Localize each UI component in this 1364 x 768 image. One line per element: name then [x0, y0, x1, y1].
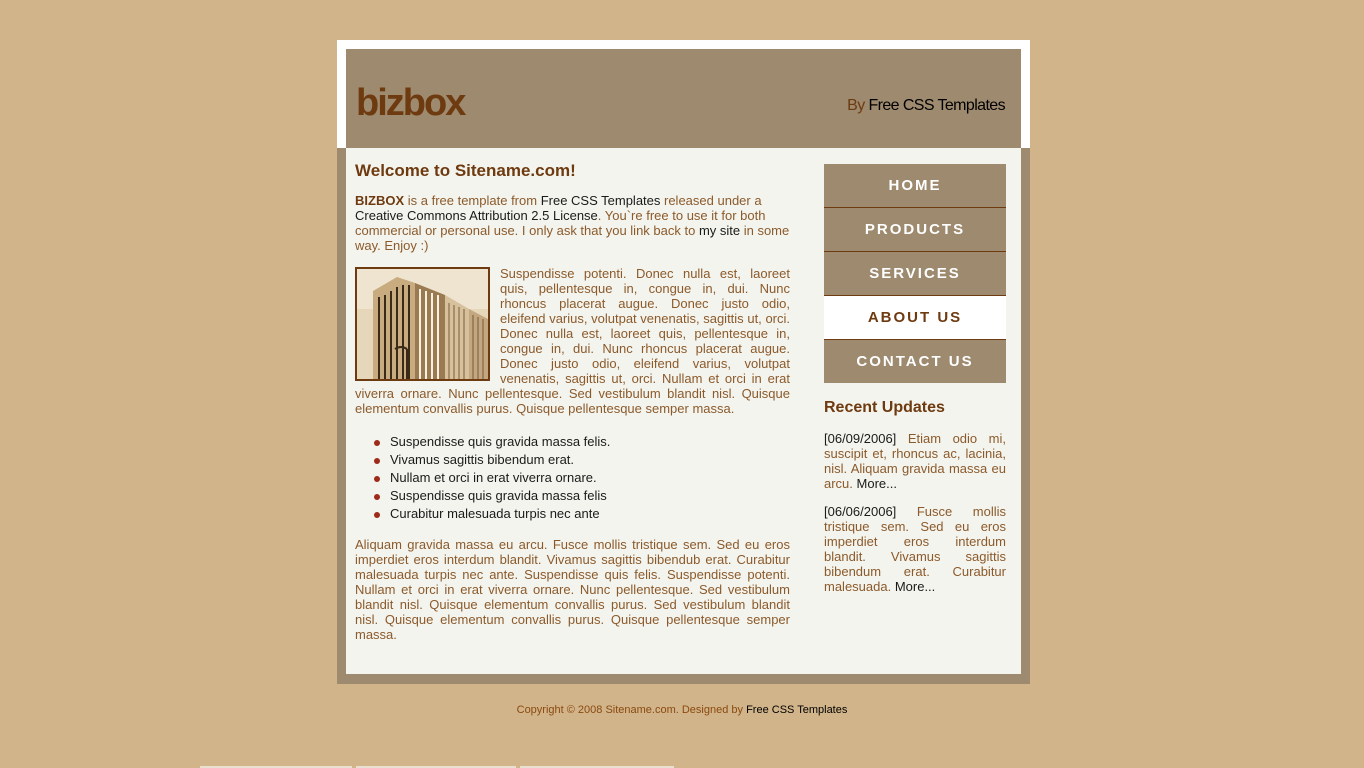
bullet-list	[355, 433, 790, 523]
building-photo-icon	[357, 269, 488, 379]
building-photo	[355, 267, 490, 381]
bullet-icon	[374, 476, 380, 482]
news-text: Fusce mollis tristique sem. Sed eu eros imperdiet eros interdum blandit. Vivamus sagittis bibendum erat. Curabitur malesuada.	[824, 504, 1006, 594]
list-item	[390, 433, 790, 451]
news-text: Etiam odio mi, suscipit et, rhoncus ac, lacinia, nisl. Aliquam gravida massa eu arcu.	[824, 431, 1006, 491]
list-item-text: Nullam et orci in erat viverra ornare.	[390, 470, 597, 485]
news-item	[824, 431, 1006, 491]
intro-paragraph	[355, 193, 790, 253]
news-date: [06/09/2006]	[824, 431, 897, 446]
by-word: By	[847, 97, 865, 114]
nav-item-services[interactable]: SERVICES	[824, 252, 1006, 296]
news-date: [06/06/2006]	[824, 504, 897, 519]
bullet-icon	[374, 440, 380, 446]
list-item-text: Suspendisse quis gravida massa felis	[390, 488, 607, 503]
page-wrapper	[337, 40, 1030, 684]
nav-item-contact-us[interactable]: CONTACT US	[824, 340, 1006, 383]
license-link[interactable]: Creative Commons Attribution 2.5 License	[355, 208, 598, 223]
page-title: Welcome to Sitename.com!	[355, 161, 576, 180]
main-column	[355, 161, 790, 642]
photo-paragraph	[355, 266, 790, 416]
bullet-icon	[374, 512, 380, 518]
intro-text-4: in some way. Enjoy :)	[355, 223, 790, 253]
nav-item-products[interactable]: PRODUCTS	[824, 208, 1006, 252]
byline	[847, 96, 1005, 116]
site-logo[interactable]: bizbox	[356, 82, 465, 124]
free-css-templates-inline-link[interactable]: Free CSS Templates	[540, 193, 661, 208]
footer-designer-link[interactable]: Free CSS Templates	[746, 704, 848, 716]
intro-text-1: is a free template from	[404, 193, 541, 208]
list-item	[390, 505, 790, 523]
intro-text-2: released under a	[660, 193, 762, 208]
bullet-icon	[374, 458, 380, 464]
intro-text-3: . You`re free to use it for both commercial or personal use. I only ask that you link back to	[355, 208, 766, 238]
main-nav	[824, 164, 1006, 383]
list-item	[390, 487, 790, 505]
recent-updates-title: Recent Updates	[824, 399, 945, 416]
copyright-text: Copyright © 2008 Sitename.com. Designed by	[516, 704, 747, 716]
list-item-text: Vivamus sagittis bibendum erat.	[390, 452, 575, 467]
more-link[interactable]: More...	[856, 476, 897, 491]
sidebar	[824, 164, 1006, 594]
closing-paragraph: Aliquam gravida massa eu arcu. Fusce mollis tristique sem. Sed eu eros imperdiet eros interdum blandit. Vivamus sagittis bibendub erat. Curabitur malesuada turpis nec ante. Suspendisse quis felis. Suspendisse potenti. Nullam et orci in erat viverra ornare. Nunc pellentesque. Sed vestibulum blandit nisl. Quisque elementum convallis purus. Sed vestibulum blandit nisl. Quisque elementum convallis purus. Quisque pellentesque semper massa.	[355, 537, 790, 642]
nav-item-about-us[interactable]: ABOUT US	[824, 296, 1006, 340]
content-area	[346, 148, 1021, 674]
footer	[0, 703, 1364, 717]
list-item-text: Suspendisse quis gravida massa felis.	[390, 434, 611, 449]
list-item	[390, 451, 790, 469]
header	[346, 49, 1021, 148]
list-item-text: Curabitur malesuada turpis nec ante	[390, 506, 600, 521]
photo-paragraph-text: Suspendisse potenti. Donec nulla est, laoreet quis, pellentesque in, congue in, dui. Nunc rhoncus placerat augue. Donec justo odio, eleifend varius, volutpat venenatis, sagittis ut, orci. Donec nulla est, laoreet quis, pellentesque in, congue in, dui. Nunc rhoncus placerat augue. Donec justo odio, eleifend varius, volutpat venenatis, sagittis ut, orci. Nullam et orci in erat viverra ornare. Nunc pellentesque. Sed vestibulum blandit nisl. Quisque elementum convallis purus. Quisque pellentesque semper massa.	[355, 266, 790, 416]
brand-name: BIZBOX	[355, 193, 405, 208]
nav-item-home[interactable]: HOME	[824, 164, 1006, 208]
more-link[interactable]: More...	[894, 579, 936, 594]
bullet-icon	[374, 494, 380, 500]
news-item	[824, 504, 1006, 594]
free-css-templates-link[interactable]: Free CSS Templates	[868, 97, 1005, 114]
list-item	[390, 469, 790, 487]
my-site-link[interactable]: my site	[698, 223, 741, 238]
